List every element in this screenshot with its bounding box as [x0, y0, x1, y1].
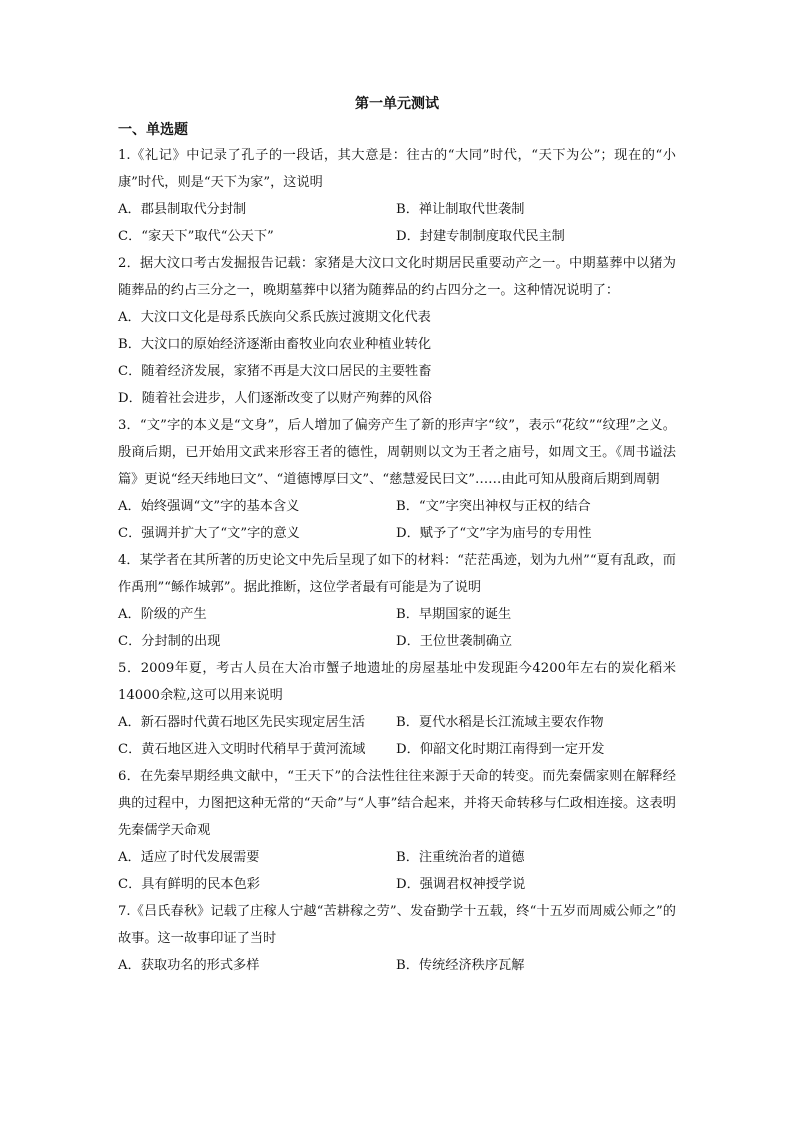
options-grid	[118, 601, 676, 655]
option-c: C．黄石地区进入文明时代稍早于黄河流域	[118, 742, 366, 757]
question	[118, 250, 676, 412]
question	[118, 898, 676, 979]
question-stem: 1.《礼记》中记录了孔子的一段话，其大意是：往古的“大同”时代，“天下为公”；现在的“小康”时代，则是“天下为家”，这说明	[118, 148, 676, 190]
question-stem: 6．在先秦早期经典文献中，“王天下”的合法性往往来源于天命的转变。而先秦儒家则在解释经典的过程中，力图把这种无常的“天命”与“人事”结合起来，并将天命转移与仁政相连接。这表明先秦儒学天命观	[118, 769, 676, 838]
option-b: B．“文”字突出神权与正权的结合	[396, 499, 591, 514]
option-b: B．注重统治者的道德	[396, 850, 525, 865]
options-grid	[118, 952, 676, 979]
question	[118, 547, 676, 655]
question	[118, 142, 676, 250]
question	[118, 655, 676, 763]
option-c: C．分封制的出现	[118, 634, 221, 649]
options-grid	[118, 493, 676, 547]
question-stem: 5．2009年夏，考古人员在大冶市蟹子地遗址的房屋基址中发现距今4200年左右的炭化稻米14000余粒,这可以用来说明	[118, 661, 676, 703]
option-a: A．适应了时代发展需要	[118, 850, 260, 865]
page-title: 第一单元测试	[355, 96, 439, 112]
option-b: B．夏代水稻是长江流域主要农作物	[396, 715, 604, 730]
option-c: C．强调并扩大了“文”字的意义	[118, 526, 300, 541]
option-d: D．赋予了“文”字为庙号的专用性	[396, 526, 592, 541]
option-d: D．强调君权神授学说	[396, 877, 526, 892]
option-c: C．“家天下”取代“公天下”	[118, 229, 274, 244]
options-grid	[118, 196, 676, 250]
option-b: B．禅让制取代世袭制	[396, 202, 525, 217]
question-stem: 2．据大汶口考古发掘报告记载：家猪是大汶口文化时期居民重要动产之一。中期墓葬中以猪为随葬品的约占三分之一，晚期墓葬中以猪为随葬品的约占四分之一。这种情况说明了：	[118, 256, 676, 298]
option-d: D．王位世袭制确立	[396, 634, 513, 649]
question-stem: 3．“文”字的本义是“文身”，后人增加了偏旁产生了新的形声字“纹”，表示“花纹”“纹理”之义。殷商后期，已开始用文武来形容王者的德性，周朝则以文为王者之庙号，如周文王。《周书谥法篇》更说“经天纬地曰文”、“道德博厚曰文”、“慈慧爱民曰文”……由此可知从殷商后期到周朝	[118, 418, 676, 487]
question-stem: 4．某学者在其所著的历史论文中先后呈现了如下的材料：“茫茫禹迹，划为九州”“夏有乱政，而作禹刑”“鲧作城郭”。据此推断，这位学者最有可能是为了说明	[118, 553, 676, 595]
option-d: D．仰韶文化时期江南得到一定开发	[396, 742, 605, 757]
option-a: A．新石器时代黄石地区先民实现定居生活	[118, 715, 365, 730]
option-a: A．郡县制取代分封制	[118, 202, 247, 217]
question-stem: 7.《吕氏春秋》记载了庄稼人宁越“苦耕稼之劳”、发奋勤学十五载，终“十五岁而周威公师之”的故事。这一故事印证了当时	[118, 904, 676, 946]
option-b: B．早期国家的诞生	[396, 607, 512, 622]
options-list	[118, 304, 676, 412]
option-a: A．阶级的产生	[118, 607, 207, 622]
question	[118, 763, 676, 898]
section-heading: 一、单选题	[118, 122, 188, 138]
option-a: A．始终强调“文”字的基本含义	[118, 499, 300, 514]
option-d: D．封建专制制度取代民主制	[396, 229, 565, 244]
option-c: C．具有鲜明的民本色彩	[118, 877, 260, 892]
option-b: B．大汶口的原始经济逐渐由畜牧业向农业种植业转化	[118, 337, 432, 352]
option-b: B．传统经济秩序瓦解	[396, 958, 525, 973]
option-d: D．随着社会进步，人们逐渐改变了以财产殉葬的风俗	[118, 391, 432, 406]
option-a: A．获取功名的形式多样	[118, 958, 260, 973]
options-grid	[118, 844, 676, 898]
option-c: C．随着经济发展，家猪不再是大汶口居民的主要牲畜	[118, 364, 432, 379]
question	[118, 412, 676, 547]
option-a: A．大汶口文化是母系氏族向父系氏族过渡期文化代表	[118, 310, 431, 325]
options-grid	[118, 709, 676, 763]
